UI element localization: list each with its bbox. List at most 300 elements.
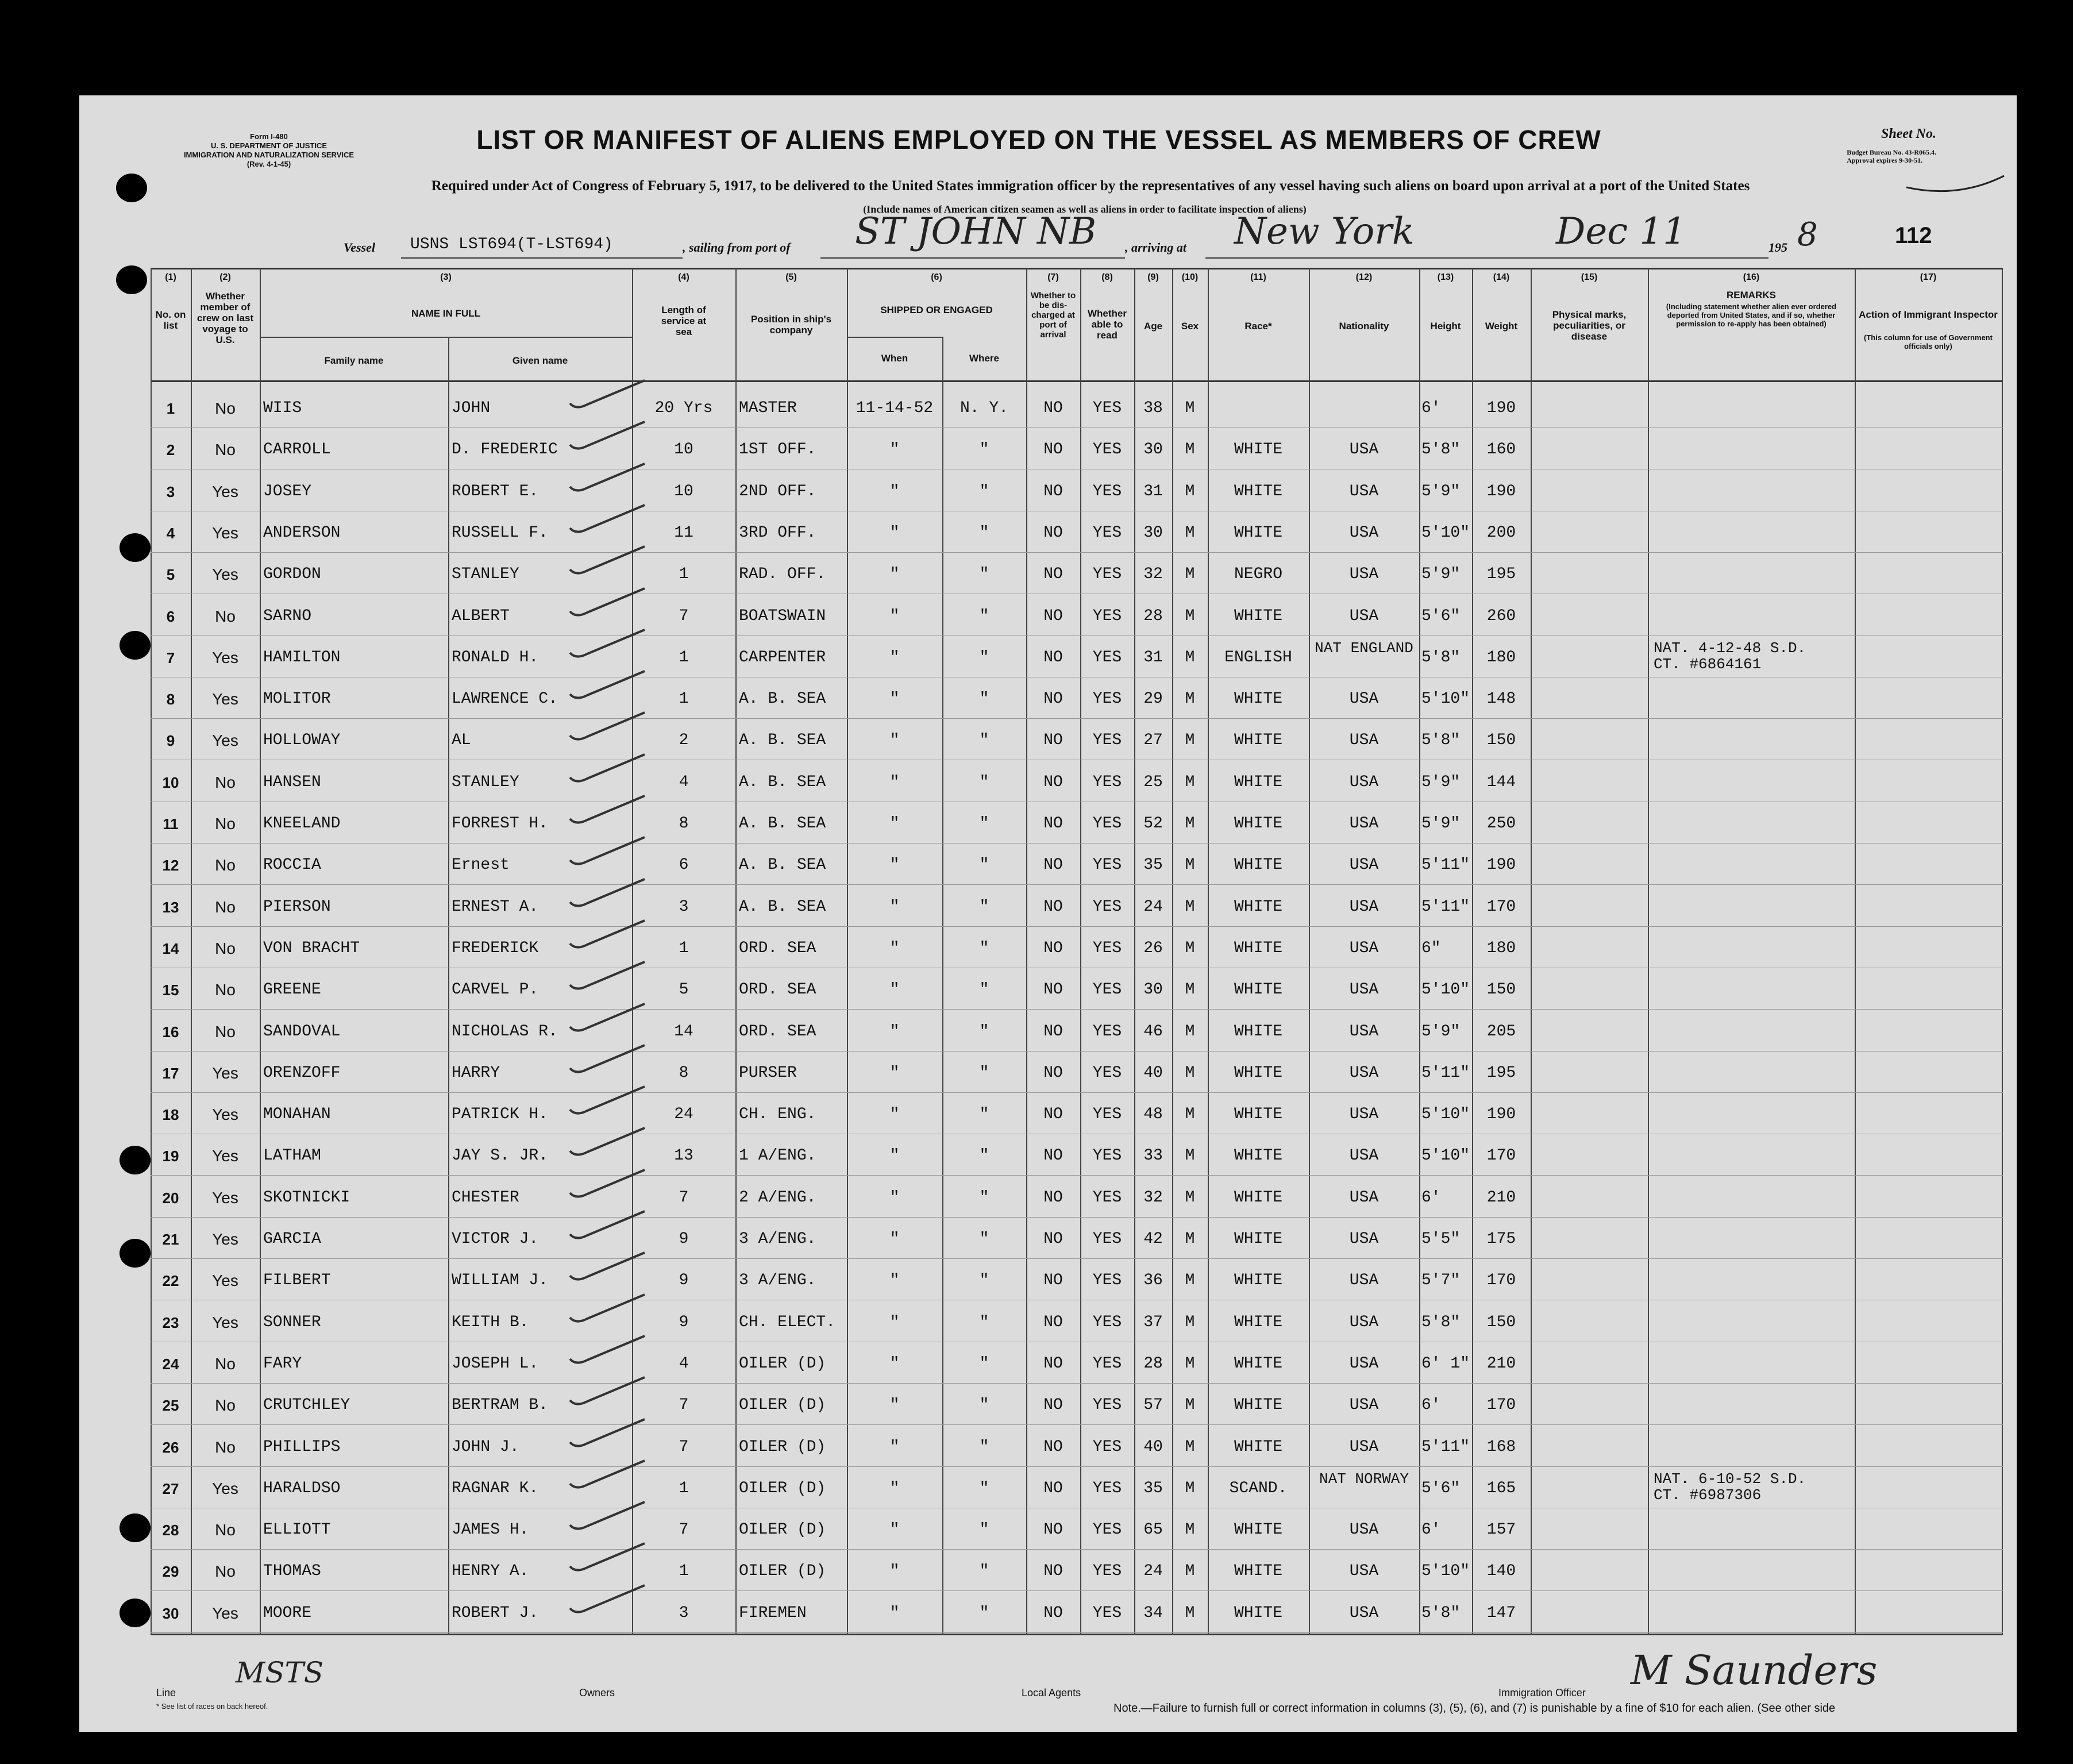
cell-height: 5'9" (1421, 565, 1461, 584)
cell-where: " (979, 1188, 989, 1207)
cell-age: 52 (1143, 815, 1163, 833)
cell-race: WHITE (1234, 815, 1282, 833)
cell-race: WHITE (1234, 1604, 1282, 1622)
cell-race: WHITE (1234, 1230, 1282, 1248)
cell-when: " (889, 565, 900, 584)
cell-position: 2 A/ENG. (739, 1188, 816, 1207)
cell-service: 4 (679, 1354, 689, 1373)
sheet-number-label: Sheet No. (1881, 126, 1936, 141)
cell-family: KNEELAND (263, 815, 341, 833)
cell-service: 1 (679, 690, 689, 708)
cell-given: JAMES H. (452, 1521, 529, 1539)
cell-service: 1 (679, 939, 689, 957)
cell-nat: USA (1349, 1230, 1379, 1248)
cell-last: No (215, 981, 236, 999)
cell-family: WIIS (263, 399, 302, 417)
table-row (151, 1052, 2003, 1092)
cell-sex: M (1185, 1022, 1195, 1041)
check-mark (564, 625, 650, 665)
cell-where: " (979, 1521, 989, 1539)
cell-sex: M (1185, 856, 1195, 875)
table-row (151, 678, 2003, 718)
cell-read: YES (1092, 648, 1122, 667)
cell-service: 20 Yrs (654, 399, 713, 417)
act-statement: Required under Act of Congress of February 5, 1917, to be delivered to the United States immigration officer by the representatives of any vessel having such aliens on board upon arrival at a port of the United States (431, 178, 1750, 194)
cell-position: A. B. SEA (739, 773, 826, 791)
cell-height: 5'11" (1421, 1438, 1470, 1456)
manifest-sheet (79, 95, 2017, 1732)
cell-read: YES (1092, 1604, 1122, 1622)
cell-weight: 195 (1486, 1064, 1516, 1082)
cell-no: 2 (166, 441, 175, 459)
cell-last: No (215, 898, 236, 916)
cell-given: RONALD H. (452, 648, 539, 667)
cell-given: NICHOLAS R. (452, 1022, 558, 1041)
cell-when: " (889, 1396, 900, 1415)
cell-disch: NO (1043, 939, 1063, 957)
cell-age: 30 (1143, 523, 1163, 542)
cell-sex: M (1185, 399, 1195, 417)
cell-family: PIERSON (263, 898, 331, 916)
cell-given: Ernest (452, 856, 510, 875)
cell-family: CARROLL (263, 441, 331, 459)
form-header (183, 132, 355, 169)
cell-read: YES (1092, 815, 1122, 833)
cell-height: 5'5" (1421, 1230, 1461, 1248)
cell-disch: NO (1043, 1313, 1063, 1331)
cell-height: 5'10" (1421, 1147, 1470, 1165)
cell-service: 9 (679, 1272, 689, 1290)
service: IMMIGRATION AND NATURALIZATION SERVICE (183, 151, 355, 159)
cell-sex: M (1185, 607, 1195, 625)
cell-where: " (979, 441, 989, 459)
cell-nat: USA (1349, 482, 1379, 500)
cell-height: 5'10" (1421, 523, 1470, 542)
cell-weight: 165 (1486, 1479, 1516, 1497)
check-stroke (570, 1419, 645, 1446)
header-family-name: Family name (324, 355, 384, 366)
cell-age: 27 (1143, 731, 1163, 750)
cell-remarks: NAT. 6-10-52 S.D. CT. #6987306 (1654, 1470, 1806, 1504)
cell-sex: M (1185, 1313, 1195, 1331)
cell-height: 5'8" (1421, 441, 1461, 459)
cell-read: YES (1092, 1521, 1122, 1539)
cell-when: " (889, 898, 900, 916)
cell-age: 36 (1143, 1272, 1163, 1290)
col-num-7: (7) (1047, 272, 1059, 282)
cell-given: HARRY (452, 1064, 500, 1082)
cell-no: 18 (162, 1106, 179, 1124)
col-num-11: (11) (1250, 272, 1266, 282)
cell-age: 46 (1143, 1022, 1163, 1041)
cell-weight: 170 (1486, 1272, 1516, 1290)
check-stroke (570, 920, 645, 948)
cell-read: YES (1092, 981, 1122, 999)
cell-disch: NO (1043, 731, 1063, 750)
cell-given: AL (452, 731, 471, 750)
cell-no: 5 (166, 566, 175, 584)
cell-age: 32 (1143, 565, 1163, 584)
cell-service: 3 (679, 898, 689, 916)
cell-sex: M (1185, 981, 1195, 999)
table-row (151, 1260, 2003, 1300)
punch-hole (120, 1599, 151, 1627)
header-when: When (881, 353, 908, 364)
cell-last: No (215, 939, 236, 957)
cell-weight: 144 (1486, 773, 1516, 791)
cell-race: WHITE (1234, 1272, 1282, 1290)
table-row (151, 1384, 2003, 1424)
cell-family: GREENE (263, 981, 321, 999)
cell-last: No (215, 399, 236, 417)
col-num-12: (12) (1355, 272, 1373, 282)
cell-position: ORD. SEA (739, 939, 816, 957)
table-row (151, 637, 2003, 677)
cell-weight: 190 (1486, 399, 1516, 417)
cell-nat: USA (1349, 1354, 1379, 1373)
row-rule (151, 1466, 2003, 1467)
check-mark (564, 875, 650, 915)
cell-position: 2ND OFF. (739, 482, 816, 500)
cell-given: CHESTER (452, 1188, 519, 1207)
col-num-15: (15) (1581, 272, 1598, 282)
table-row (151, 969, 2003, 1009)
cell-age: 35 (1143, 1479, 1163, 1497)
cell-service: 7 (679, 1188, 689, 1207)
cell-last: Yes (212, 523, 238, 542)
cell-age: 38 (1143, 399, 1163, 417)
check-stroke (570, 1170, 645, 1197)
cell-disch: NO (1043, 898, 1063, 916)
cell-when: " (889, 690, 900, 708)
cell-nat: USA (1349, 441, 1379, 459)
check-stroke (570, 546, 645, 573)
cell-family: SARNO (263, 607, 312, 625)
cell-given: STANLEY (452, 773, 519, 791)
cell-last: Yes (212, 1604, 238, 1622)
cell-position: 1ST OFF. (739, 441, 816, 459)
cell-race: WHITE (1234, 441, 1282, 459)
cell-race: WHITE (1234, 482, 1282, 500)
col-num-13: (13) (1437, 272, 1454, 282)
cell-no: 11 (163, 815, 179, 833)
cell-read: YES (1092, 565, 1122, 584)
cell-when: " (889, 1188, 900, 1207)
cell-height: 5'8" (1421, 1313, 1461, 1331)
check-stroke (570, 1004, 645, 1031)
check-stroke (570, 630, 645, 657)
punch-hole (120, 533, 151, 562)
cell-height: 5'8" (1421, 648, 1461, 667)
cell-given: JOHN (452, 399, 491, 417)
cell-when: " (889, 1354, 900, 1373)
cell-weight: 175 (1486, 1230, 1516, 1248)
cell-weight: 260 (1486, 607, 1516, 625)
cell-race: ENGLISH (1224, 648, 1292, 667)
cell-where: " (979, 731, 989, 750)
header-length-of-service: Length of service at sea (661, 305, 707, 337)
cell-no: 27 (162, 1480, 179, 1497)
cell-given: HENRY A. (452, 1562, 529, 1581)
cell-when: " (889, 856, 900, 875)
cell-nat: NAT NORWAY (1319, 1470, 1409, 1488)
cell-age: 30 (1143, 981, 1163, 999)
row-rule (151, 926, 2003, 927)
table-bottom-rule (151, 1634, 2003, 1635)
cell-given: ALBERT (452, 607, 510, 625)
cell-read: YES (1092, 1272, 1122, 1290)
table-row (151, 512, 2003, 552)
cell-height: 6' 1" (1421, 1354, 1470, 1373)
check-stroke (570, 1211, 645, 1238)
cell-when: " (889, 1313, 900, 1331)
cell-height: 5'8" (1421, 1604, 1461, 1622)
cell-height: 6" (1421, 939, 1441, 957)
cell-age: 26 (1143, 939, 1163, 957)
cell-where: " (979, 856, 989, 875)
check-stroke (570, 962, 645, 989)
table-row (151, 1218, 2003, 1258)
department: U. S. DEPARTMENT OF JUSTICE (211, 141, 327, 150)
cell-weight: 250 (1486, 815, 1516, 833)
cell-family: ELLIOTT (263, 1521, 331, 1539)
check-stroke (570, 671, 645, 698)
cell-disch: NO (1043, 607, 1063, 625)
check-stroke (570, 1336, 645, 1363)
cell-position: A. B. SEA (739, 731, 826, 750)
cell-service: 3 (679, 1604, 689, 1622)
cell-height: 5'9" (1421, 773, 1461, 791)
cell-family: HAMILTON (263, 648, 341, 667)
cell-disch: NO (1043, 1604, 1063, 1622)
cell-last: No (215, 441, 236, 459)
col-num-10: (10) (1181, 272, 1199, 282)
cell-family: HANSEN (263, 773, 321, 791)
cell-given: WILLIAM J. (452, 1272, 549, 1290)
officer-signature: M Saunders (1631, 1647, 1878, 1694)
cell-weight: 157 (1486, 1521, 1516, 1539)
check-mark (564, 1123, 650, 1164)
table-row (151, 1301, 2003, 1342)
cell-family: SKOTNICKI (263, 1188, 350, 1207)
table-row (151, 1426, 2003, 1466)
cell-nat: USA (1349, 898, 1379, 916)
cell-when: " (889, 981, 900, 999)
cell-no: 21 (162, 1231, 179, 1248)
cell-when: " (889, 731, 900, 750)
cell-service: 9 (679, 1230, 689, 1248)
cell-given: STANLEY (452, 565, 519, 584)
cell-when: " (889, 1230, 900, 1248)
cell-given: JOHN J. (452, 1438, 519, 1456)
check-stroke (570, 712, 645, 740)
cell-age: 30 (1143, 441, 1163, 459)
check-mark (564, 542, 650, 582)
cell-last: No (215, 607, 236, 625)
cell-family: MOORE (263, 1604, 312, 1622)
header-bottom-rule (151, 380, 2003, 382)
cell-weight: 168 (1486, 1438, 1516, 1456)
cell-given: ROBERT J. (452, 1604, 539, 1622)
cell-sex: M (1185, 731, 1195, 750)
page-number: 112 (1895, 223, 1932, 248)
header-physical-marks: Physical marks, peculiarities, or disease (1552, 309, 1627, 342)
cell-read: YES (1092, 1479, 1122, 1497)
cell-last: Yes (212, 1147, 238, 1165)
cell-last: Yes (212, 1313, 238, 1331)
cell-read: YES (1092, 607, 1122, 625)
cell-height: 5'11" (1421, 1064, 1470, 1082)
cell-weight: 160 (1486, 441, 1516, 459)
row-rule (151, 1590, 2003, 1591)
cell-no: 9 (166, 732, 175, 750)
cell-read: YES (1092, 1188, 1122, 1207)
cell-age: 31 (1143, 648, 1163, 667)
cell-age: 37 (1143, 1313, 1163, 1331)
cell-sex: M (1185, 690, 1195, 708)
header-able-to-read: Whether able to read (1088, 308, 1127, 341)
cell-last: No (215, 1438, 236, 1456)
cell-family: PHILLIPS (263, 1438, 341, 1456)
cell-last: Yes (212, 1272, 238, 1290)
cell-disch: NO (1043, 690, 1063, 708)
cell-read: YES (1092, 399, 1122, 417)
cell-read: YES (1092, 1147, 1122, 1165)
table-row (151, 886, 2003, 926)
cell-family: CRUTCHLEY (263, 1396, 350, 1415)
cell-height: 5'10" (1421, 1562, 1470, 1581)
cell-height: 5'6" (1421, 607, 1461, 625)
cell-where: " (979, 1604, 989, 1622)
cell-read: YES (1092, 1396, 1122, 1415)
row-rule (151, 718, 2003, 719)
cell-disch: NO (1043, 565, 1063, 584)
punch-hole (116, 174, 147, 202)
cell-service: 7 (679, 1521, 689, 1539)
cell-sex: M (1185, 1272, 1195, 1290)
cell-race: WHITE (1234, 981, 1282, 999)
cell-last: No (215, 1396, 236, 1415)
cell-last: No (215, 773, 236, 791)
cell-nat: USA (1349, 1521, 1379, 1539)
cell-position: OILER (D) (739, 1396, 826, 1415)
cell-where: " (979, 690, 989, 708)
cell-race: WHITE (1234, 898, 1282, 916)
cell-nat: USA (1349, 1188, 1379, 1207)
cell-height: 5'9" (1421, 1022, 1461, 1041)
cell-no: 16 (162, 1023, 179, 1041)
cell-service: 4 (679, 773, 689, 791)
form-id: Form I-480 (250, 132, 288, 141)
cell-height: 6' (1421, 1396, 1441, 1415)
cell-nat: USA (1349, 565, 1379, 584)
cell-race: WHITE (1234, 1022, 1282, 1041)
check-stroke (570, 796, 645, 823)
header-race: Race* (1244, 321, 1272, 332)
cell-position: OILER (D) (739, 1479, 826, 1497)
cell-race: WHITE (1234, 1064, 1282, 1082)
cell-position: CH. ELECT. (739, 1313, 836, 1331)
cell-given: FORREST H. (452, 815, 549, 833)
table-row (151, 761, 2003, 802)
cell-sex: M (1185, 1230, 1195, 1248)
cell-position: PURSER (739, 1064, 797, 1082)
cell-service: 10 (674, 441, 693, 459)
row-rule (151, 1549, 2003, 1550)
cell-age: 28 (1143, 1354, 1163, 1373)
cell-disch: NO (1043, 482, 1063, 500)
cell-last: No (215, 815, 236, 833)
cell-no: 17 (162, 1064, 179, 1082)
cell-nat: USA (1349, 1106, 1379, 1124)
cell-no: 14 (162, 939, 179, 957)
cell-read: YES (1092, 482, 1122, 500)
cell-disch: NO (1043, 981, 1063, 999)
table-row (151, 719, 2003, 760)
header-discharged: Whether to be dis-charged at port of arrival (1030, 291, 1076, 340)
check-stroke (570, 588, 645, 615)
cell-position: A. B. SEA (739, 898, 826, 916)
row-rule (151, 1258, 2003, 1259)
cell-read: YES (1092, 939, 1122, 957)
cell-no: 24 (162, 1355, 179, 1373)
cell-position: CH. ENG. (739, 1106, 816, 1124)
cell-last: Yes (212, 1064, 238, 1082)
cell-family: HOLLOWAY (263, 731, 341, 750)
cell-height: 5'8" (1421, 731, 1461, 750)
cell-race: WHITE (1234, 1147, 1282, 1165)
col-num-14: (14) (1493, 272, 1510, 282)
cell-read: YES (1092, 1354, 1122, 1373)
cell-service: 8 (679, 1064, 689, 1082)
cell-when: " (889, 773, 900, 791)
cell-sex: M (1185, 1106, 1195, 1124)
check-stroke (570, 1461, 645, 1488)
cell-position: FIREMEN (739, 1604, 807, 1622)
cell-where: " (979, 1479, 989, 1497)
cell-service: 7 (679, 1396, 689, 1415)
cell-no: 15 (162, 981, 179, 999)
cell-position: 3 A/ENG. (739, 1230, 816, 1248)
check-mark (564, 1373, 650, 1413)
cell-where: " (979, 773, 989, 791)
col-num-6: (6) (931, 272, 942, 282)
cell-last: No (215, 1562, 236, 1581)
punch-hole (120, 1513, 151, 1542)
check-stroke (570, 1128, 645, 1155)
cell-race: WHITE (1234, 607, 1282, 625)
punch-hole (120, 631, 151, 660)
check-mark (564, 1497, 650, 1538)
owners-label: Owners (579, 1687, 615, 1698)
check-stroke (570, 505, 645, 532)
check-mark (564, 833, 650, 873)
check-mark (564, 708, 650, 748)
cell-no: 25 (162, 1397, 179, 1415)
check-stroke (570, 1045, 645, 1072)
cell-height: 5'9" (1421, 815, 1461, 833)
check-mark (564, 999, 650, 1039)
cell-disch: NO (1043, 773, 1063, 791)
cell-service: 5 (679, 981, 689, 999)
row-rule (151, 635, 2003, 636)
row-rule (151, 1424, 2003, 1425)
col-num-1: (1) (165, 272, 176, 282)
table-row (151, 1135, 2003, 1175)
cell-when: " (889, 482, 900, 500)
cell-where: " (979, 482, 989, 500)
cell-given: JOSEPH L. (452, 1354, 539, 1373)
